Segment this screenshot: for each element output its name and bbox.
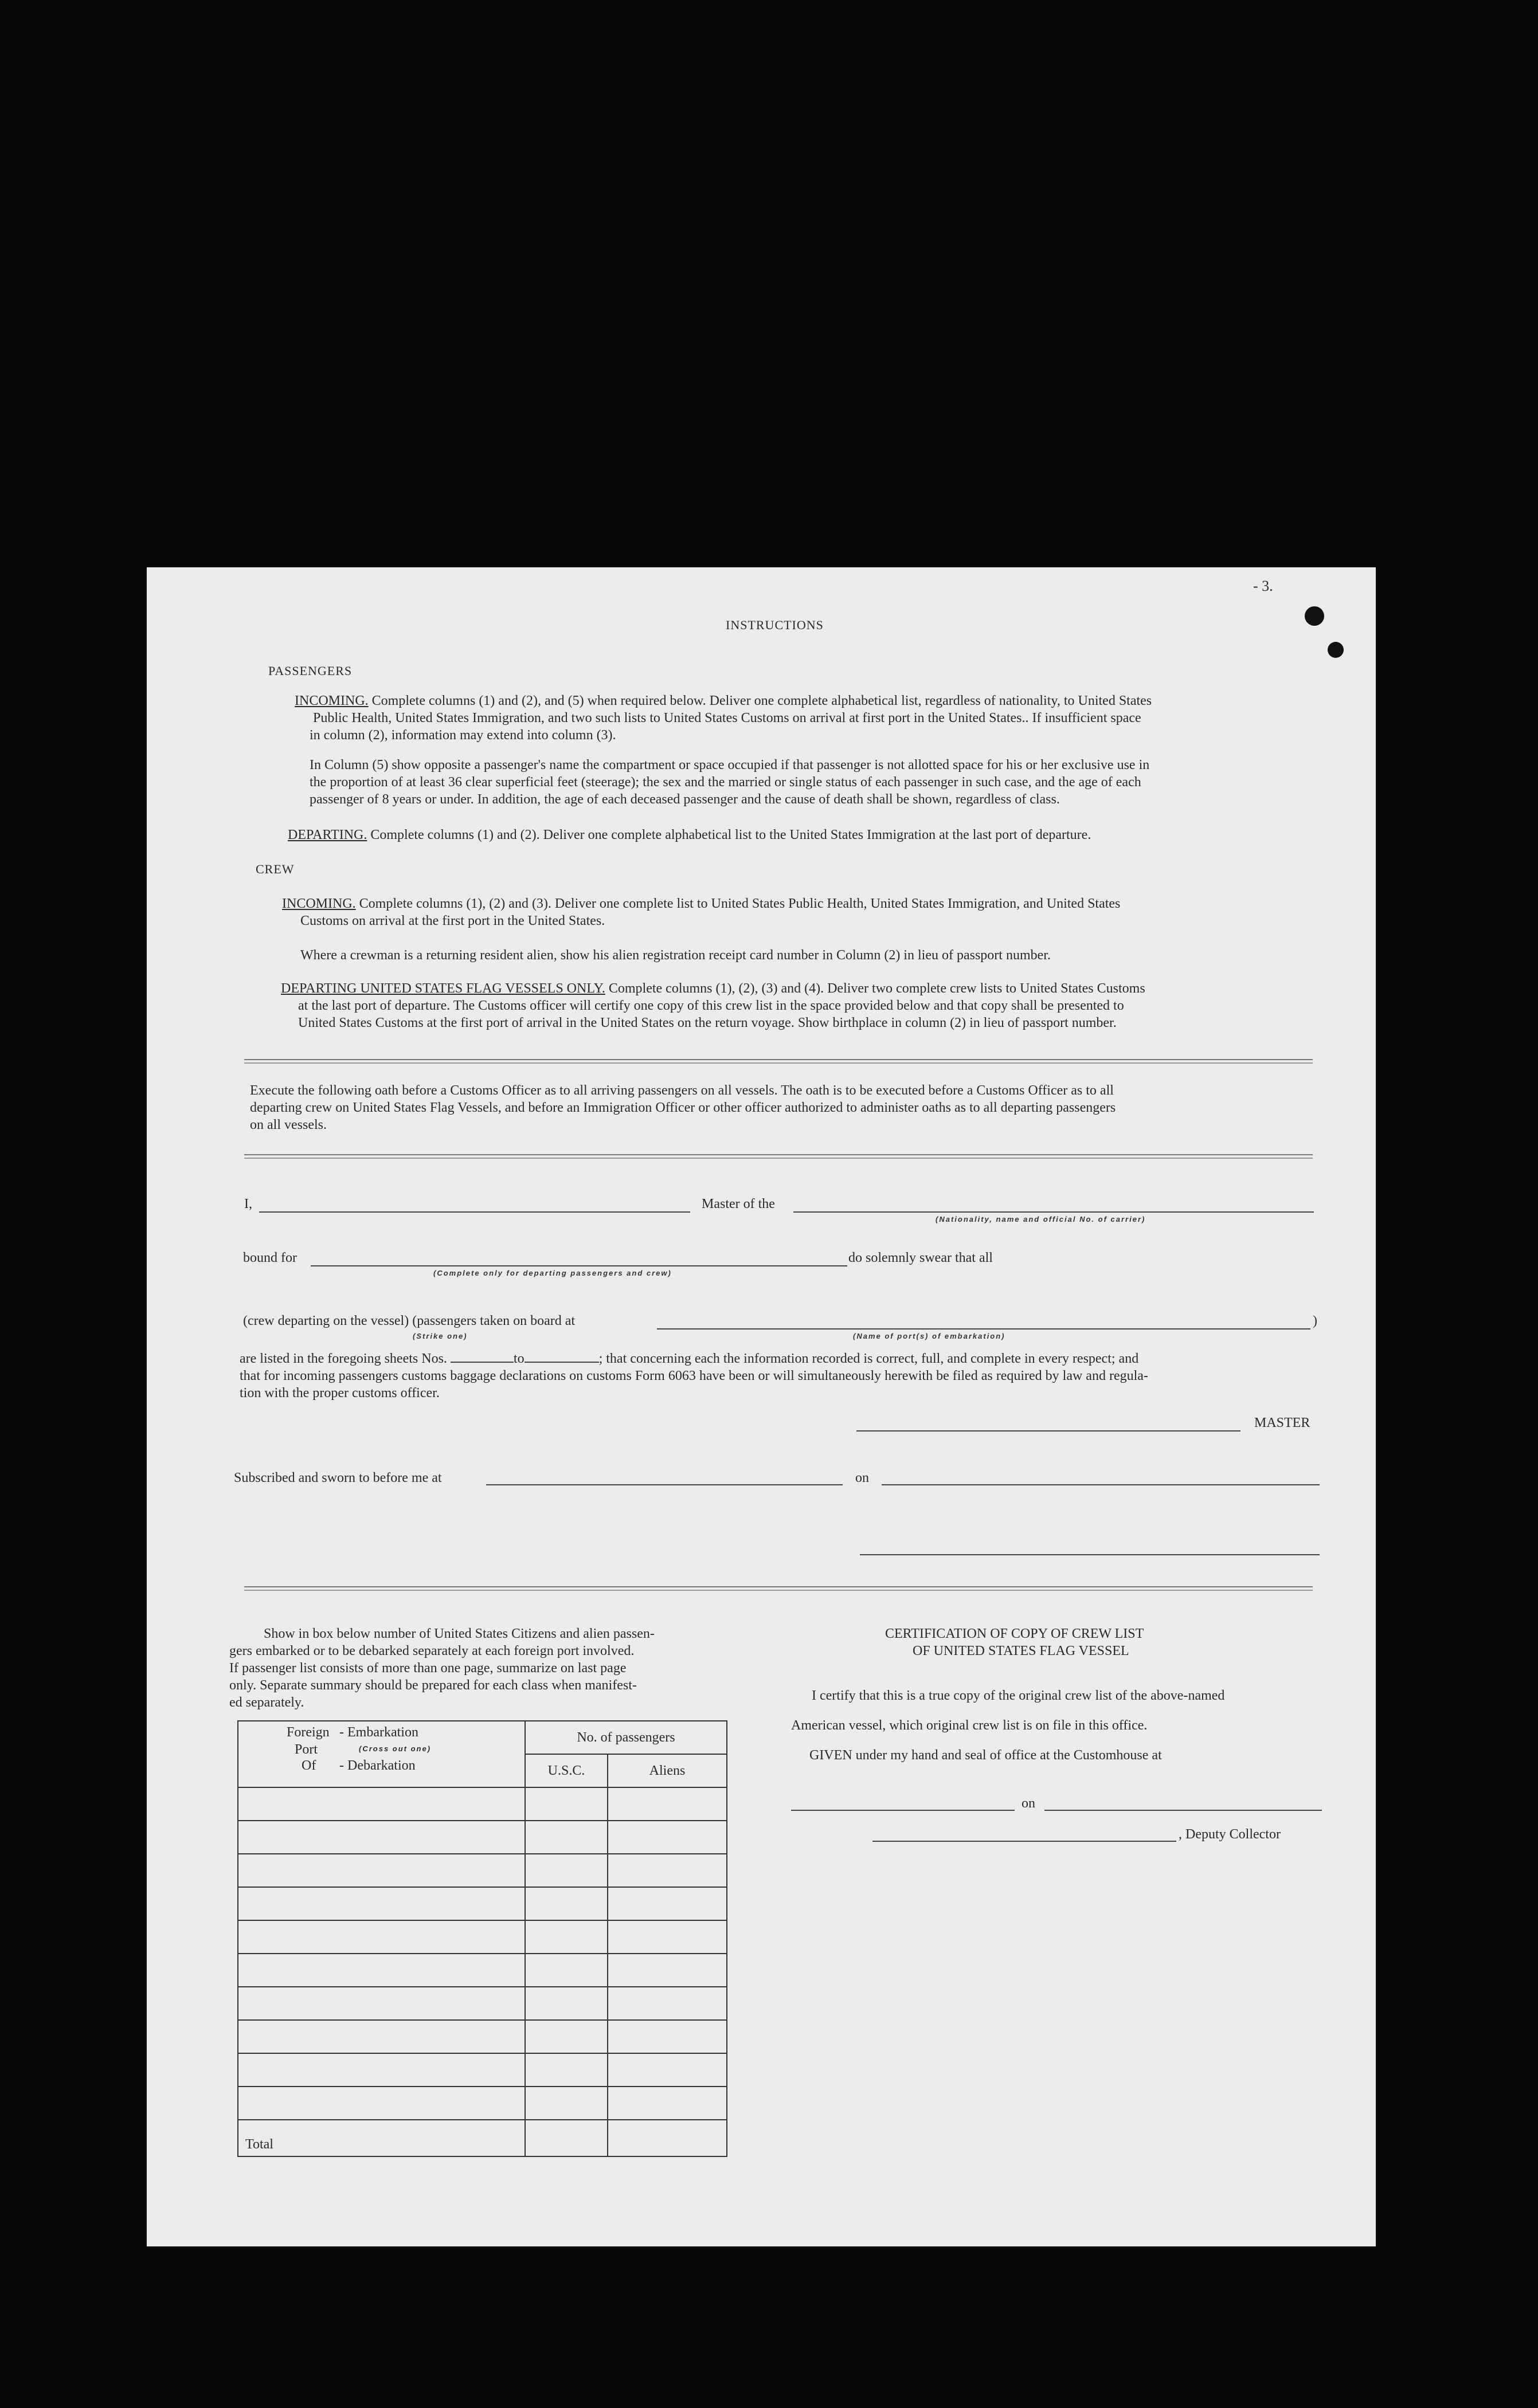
column5-line2: the proportion of at least 36 clear superficial feet (steerage); the sex and the married or single status of each passenger in such case, and the age of each bbox=[310, 775, 1141, 790]
officer-signature-field[interactable] bbox=[860, 1554, 1320, 1555]
crew-incoming-line2: Customs on arrival at the first port in the United States. bbox=[300, 913, 605, 928]
cross-out-caption: (Cross out one) bbox=[359, 1744, 432, 1753]
deputy-collector-signature-field[interactable] bbox=[872, 1841, 1176, 1842]
no-passengers-header: No. of passengers bbox=[525, 1721, 727, 1754]
bound-caption: (Complete only for departing passengers and crew) bbox=[433, 1269, 672, 1277]
listed-line2: that for incoming passengers customs baggage declarations on customs Form 6063 have been or will simultaneously herewith be filed as required by law and regula- bbox=[240, 1368, 1148, 1383]
table-row-usc[interactable] bbox=[525, 1887, 608, 1920]
table-row-port[interactable] bbox=[238, 1787, 525, 1821]
crew-incoming-label: INCOMING. bbox=[282, 896, 356, 911]
listed-text-b: ; that concerning each the information recorded is correct, full, and complete in every respect; and bbox=[598, 1351, 1139, 1366]
master-name-field[interactable] bbox=[259, 1211, 690, 1213]
crew-departing-text: (crew departing on the vessel) (passengers taken on board at bbox=[243, 1313, 576, 1328]
certification-text-line1: I certify that this is a true copy of the original crew list of the above-named bbox=[812, 1688, 1225, 1703]
flag-vessels-label: DEPARTING UNITED STATES FLAG VESSELS ONLY. bbox=[281, 981, 605, 996]
port-header-cell bbox=[238, 1721, 525, 1787]
column5-line1: In Column (5) show opposite a passenger's name the compartment or space occupied if that passenger is not allotted space for his or her exclusive use in bbox=[310, 758, 1150, 772]
sheet-to-field[interactable] bbox=[525, 1350, 599, 1363]
aliens-header: Aliens bbox=[608, 1754, 727, 1787]
carrier-caption: (Nationality, name and official No. of carrier) bbox=[936, 1215, 1146, 1223]
incoming-label: INCOMING. bbox=[295, 693, 369, 708]
separator bbox=[244, 1059, 1313, 1064]
passengers-departing-text: Complete columns (1) and (2). Deliver one complete alphabetical list to the United States Immigration at the last port of departure. bbox=[370, 827, 1091, 842]
page-title: INSTRUCTIONS bbox=[726, 618, 824, 632]
table-row-usc[interactable] bbox=[525, 1787, 608, 1821]
master-of-the-label: Master of the bbox=[702, 1197, 775, 1211]
table-row-port[interactable] bbox=[238, 1920, 525, 1954]
page-mark: - 3. bbox=[1253, 578, 1273, 594]
oath-note-line3: on all vessels. bbox=[250, 1117, 327, 1132]
form-page bbox=[147, 567, 1376, 2246]
passengers-departing-line bbox=[288, 826, 1091, 844]
crew-incoming-line1 bbox=[282, 895, 1120, 912]
passengers-incoming-line3: in column (2), information may extend into column (3). bbox=[310, 728, 616, 743]
listed-to: to bbox=[513, 1351, 525, 1366]
sworn-place-field[interactable] bbox=[486, 1484, 843, 1485]
bound-for-label: bound for bbox=[243, 1250, 297, 1265]
total-usc-cell[interactable] bbox=[525, 2120, 608, 2156]
table-row-port[interactable] bbox=[238, 1887, 525, 1920]
passengers-heading: PASSENGERS bbox=[268, 664, 353, 678]
table-row-aliens[interactable] bbox=[608, 1954, 727, 1987]
carrier-field[interactable] bbox=[793, 1211, 1314, 1213]
certification-date-field[interactable] bbox=[1044, 1810, 1322, 1811]
certification-on-label: on bbox=[1022, 1796, 1035, 1811]
punch-hole-icon bbox=[1328, 642, 1344, 658]
summary-note-line1: Show in box below number of United States Citizens and alien passen- bbox=[264, 1626, 655, 1641]
summary-note-line5: ed separately. bbox=[229, 1695, 304, 1710]
table-row-usc[interactable] bbox=[525, 2053, 608, 2087]
crew-flag-line2: at the last port of departure. The Customs officer will certify one copy of this crew list in the space provided below and that copy shall be presented to bbox=[298, 998, 1124, 1013]
separator bbox=[244, 1154, 1313, 1159]
table-row-aliens[interactable] bbox=[608, 1920, 727, 1954]
table-row-usc[interactable] bbox=[525, 1987, 608, 2020]
passengers-incoming-text: Complete columns (1) and (2), and (5) when required below. Deliver one complete alphabetical list, regardless of nationality, to United States bbox=[371, 693, 1152, 708]
table-row-usc[interactable] bbox=[525, 1954, 608, 1987]
usc-header: U.S.C. bbox=[525, 1754, 608, 1787]
crew-flag-line1 bbox=[281, 980, 1145, 997]
summary-note-line4: only. Separate summary should be prepared for each class when manifest- bbox=[229, 1678, 637, 1693]
table-row-port[interactable] bbox=[238, 1821, 525, 1854]
foreign-label: Foreign bbox=[287, 1725, 330, 1740]
total-aliens-cell[interactable] bbox=[608, 2120, 727, 2156]
embarkation-label: - Embarkation bbox=[339, 1725, 418, 1740]
master-label: MASTER bbox=[1254, 1415, 1310, 1430]
master-signature-field[interactable] bbox=[856, 1430, 1240, 1432]
table-row-aliens[interactable] bbox=[608, 1787, 727, 1821]
table-row-usc[interactable] bbox=[525, 1821, 608, 1854]
table-row-usc[interactable] bbox=[525, 2087, 608, 2120]
table-row-usc[interactable] bbox=[525, 2020, 608, 2053]
oath-i: I, bbox=[244, 1197, 252, 1211]
embarkation-port-field[interactable] bbox=[657, 1328, 1310, 1330]
table-row-port[interactable] bbox=[238, 2020, 525, 2053]
close-paren: ) bbox=[1313, 1313, 1317, 1328]
crew-flag-line3: United States Customs at the first port of arrival in the United States on the return voyage. Show birthplace in column (2) in lieu of passport number. bbox=[298, 1015, 1117, 1030]
total-label: Total bbox=[238, 2120, 525, 2156]
table-row-port[interactable] bbox=[238, 1987, 525, 2020]
deputy-collector-label: , Deputy Collector bbox=[1179, 1827, 1281, 1842]
table-row-aliens[interactable] bbox=[608, 2020, 727, 2053]
table-row-port[interactable] bbox=[238, 2053, 525, 2087]
of-label: Of bbox=[302, 1758, 316, 1773]
oath-note-line1: Execute the following oath before a Customs Officer as to all arriving passengers on all vessels. The oath is to be executed before a Customs Officer as to all bbox=[250, 1083, 1114, 1098]
table-row-aliens[interactable] bbox=[608, 1854, 727, 1887]
passengers-incoming-line2: Public Health, United States Immigration, and two such lists to United States Customs on arrival at first port in the United States.. If insufficient space bbox=[313, 711, 1141, 725]
table-row-aliens[interactable] bbox=[608, 2087, 727, 2120]
oath-note-line2: departing crew on United States Flag Vessels, and before an Immigration Officer or other officer authorized to administer oaths as to all departing passengers bbox=[250, 1100, 1116, 1115]
bound-for-field[interactable] bbox=[311, 1265, 847, 1266]
listed-line1 bbox=[240, 1350, 1138, 1367]
sworn-date-field[interactable] bbox=[882, 1484, 1320, 1485]
strike-caption: (Strike one) bbox=[413, 1332, 468, 1340]
table-row-port[interactable] bbox=[238, 1954, 525, 1987]
port-caption: (Name of port(s) of embarkation) bbox=[853, 1332, 1005, 1340]
summary-note-line3: If passenger list consists of more than one page, summarize on last page bbox=[229, 1661, 627, 1676]
crew-incoming-text: Complete columns (1), (2) and (3). Deliver one complete list to United States Public Health, United States Immigration, and United States bbox=[359, 896, 1121, 911]
certification-title-line2: OF UNITED STATES FLAG VESSEL bbox=[913, 1644, 1129, 1658]
swear-text: do solemnly swear that all bbox=[848, 1250, 993, 1265]
sheet-from-field[interactable] bbox=[451, 1350, 514, 1363]
passenger-summary-table bbox=[237, 1720, 727, 2157]
separator bbox=[244, 1586, 1313, 1591]
listed-text-a: are listed in the foregoing sheets Nos. bbox=[240, 1351, 447, 1366]
crew-flag-text: Complete columns (1), (2), (3) and (4). Deliver two complete crew lists to United States Customs bbox=[608, 981, 1145, 996]
passengers-incoming-line1 bbox=[295, 692, 1152, 709]
table-row-port[interactable] bbox=[238, 1854, 525, 1887]
customhouse-field[interactable] bbox=[791, 1810, 1015, 1811]
crew-alien-line: Where a crewman is a returning resident alien, show his alien registration receipt card number in Column (2) in lieu of passport number. bbox=[300, 948, 1051, 963]
departing-label: DEPARTING. bbox=[288, 827, 367, 842]
table-row-aliens[interactable] bbox=[608, 1887, 727, 1920]
debarkation-label: - Debarkation bbox=[339, 1758, 416, 1773]
table-row-usc[interactable] bbox=[525, 1854, 608, 1887]
subscribed-text: Subscribed and sworn to before me at bbox=[234, 1470, 442, 1485]
certification-given: GIVEN under my hand and seal of office at the Customhouse at bbox=[809, 1748, 1162, 1763]
table-row-aliens[interactable] bbox=[608, 1987, 727, 2020]
punch-hole-icon bbox=[1305, 606, 1324, 626]
table-row-port[interactable] bbox=[238, 2087, 525, 2120]
crew-heading: CREW bbox=[256, 862, 295, 876]
column5-line3: passenger of 8 years or under. In addition, the age of each deceased passenger and the cause of death shall be shown, regardless of class. bbox=[310, 792, 1060, 807]
port-label: Port bbox=[295, 1742, 318, 1757]
sworn-on-label: on bbox=[855, 1470, 869, 1485]
certification-text-line2: American vessel, which original crew list is on file in this office. bbox=[791, 1718, 1148, 1733]
summary-note-line2: gers embarked or to be debarked separately at each foreign port involved. bbox=[229, 1644, 635, 1658]
table-row-aliens[interactable] bbox=[608, 2053, 727, 2087]
listed-line3: tion with the proper customs officer. bbox=[240, 1386, 440, 1401]
table-row-aliens[interactable] bbox=[608, 1821, 727, 1854]
certification-title-line1: CERTIFICATION OF COPY OF CREW LIST bbox=[885, 1626, 1144, 1641]
table-row-usc[interactable] bbox=[525, 1920, 608, 1954]
